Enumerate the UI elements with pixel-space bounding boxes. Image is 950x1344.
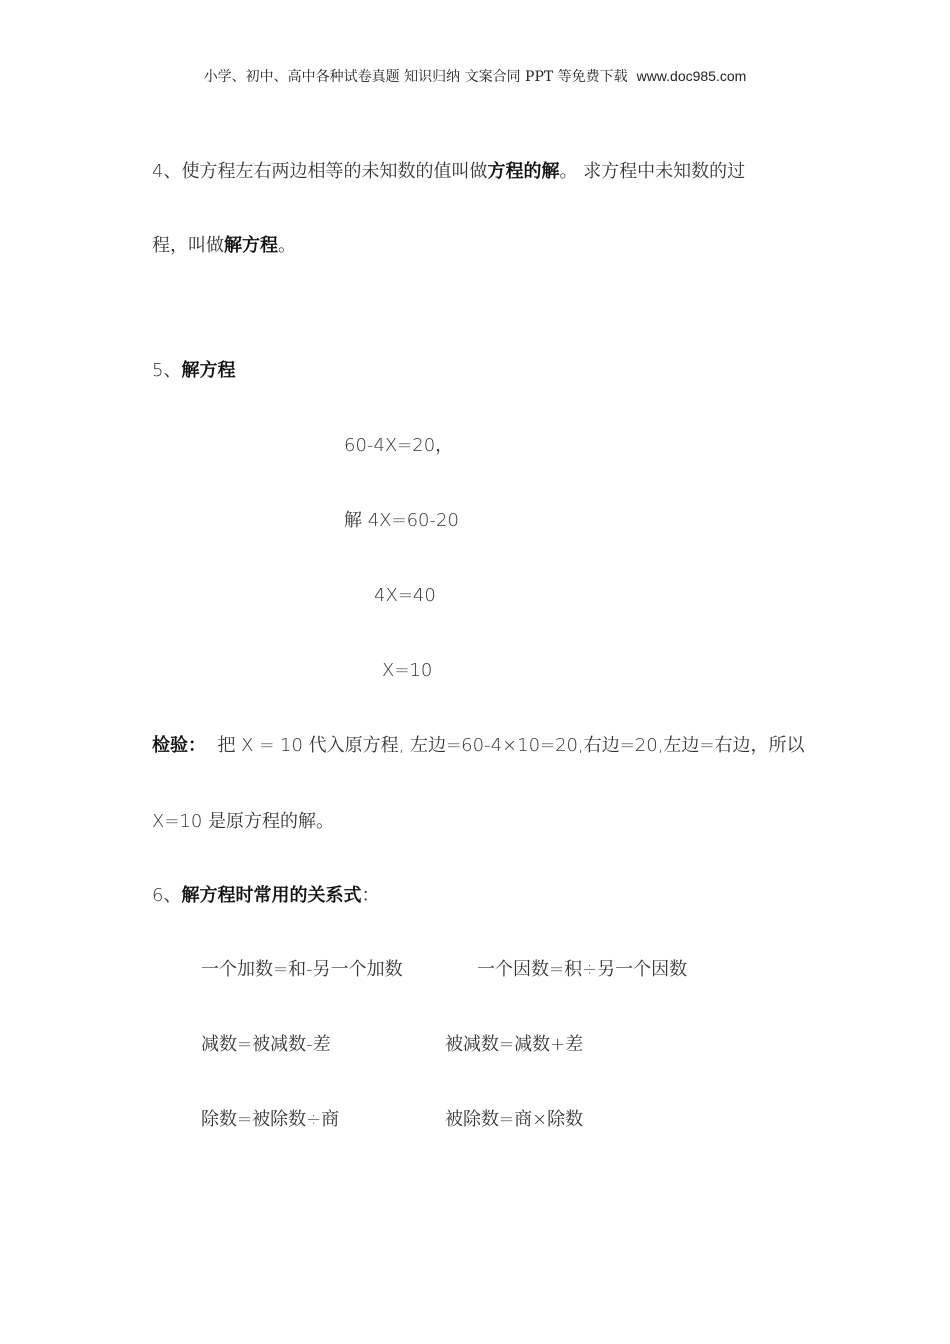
header-url: www.doc985.com [636,68,747,84]
relation-row3-right: 被除数=商×除数 [445,1109,584,1130]
item4-line1 [152,160,745,184]
page-header [0,66,950,86]
item4-bold-term2: 解方程 [224,235,278,256]
item4-line2 [152,234,296,258]
item4-prefix: 4、使方程左右两边相等的未知数的值叫做 [152,161,488,182]
item5-title: 解方程 [181,360,236,381]
check-line1 [152,734,805,758]
relation-row1-right: 一个因数=积÷另一个因数 [477,959,688,980]
equation-step-2: 解 4X=60-20 [344,510,459,531]
equation-step-3: 4X=40 [374,585,436,606]
item5-number: 5、 [152,360,182,381]
check-text: 把 X = 10 代入原方程, 左边=60-4×10=20,右边=20,左边=右边，所以 [217,735,805,756]
equation-step-1: 60-4X=20， [344,435,454,456]
relation-row3-left: 除数=被除数÷商 [201,1109,340,1130]
item5-heading [152,359,235,383]
relation-row2-right: 被减数=减数+差 [445,1034,584,1055]
equation-step-4: X=10 [382,660,433,681]
item4-mid: 。 求方程中未知数的过 [559,161,746,182]
check-label: 检验： [152,735,206,756]
header-text: 小学、初中、高中各种试卷真题 知识归纳 文案合同 PPT 等免费下载 [203,69,628,85]
check-line2: X=10 是原方程的解。 [152,811,335,832]
item6-colon: ： [361,885,380,906]
relation-row2-left: 减数=被减数-差 [201,1034,331,1055]
item6-title: 解方程时常用的关系式 [181,885,362,906]
relation-row1-left: 一个加数=和-另一个加数 [201,959,403,980]
item4-bold-term: 方程的解 [487,161,560,182]
item4-line2-suffix: 。 [278,235,296,256]
item6-number: 6、 [152,885,182,906]
item4-line2-prefix: 程，叫做 [152,235,224,256]
item6-heading [152,884,379,908]
